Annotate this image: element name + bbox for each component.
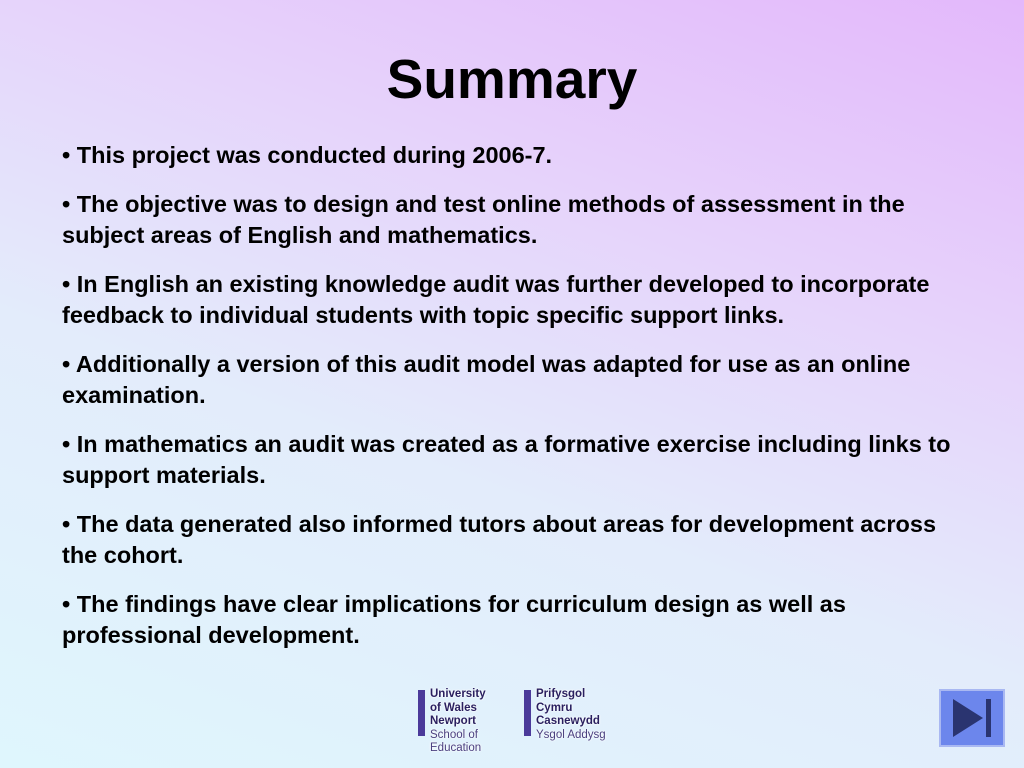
logo-line: University: [430, 688, 486, 700]
logo-line: Casnewydd: [536, 715, 600, 727]
logo-line: School of: [430, 728, 478, 741]
bullet-item: • Additionally a version of this audit model was adapted for use as an online examination.: [62, 351, 911, 408]
bullet-item: • The data generated also informed tutors about areas for development across the cohort.: [62, 511, 937, 568]
bullet-item: • In English an existing knowledge audit was further developed to incorporate feedback to individual students with topic specific support links.: [62, 271, 930, 328]
bullet-item: • The objective was to design and test online methods of assessment in the subject areas of English and mathematics.: [62, 191, 905, 248]
logo-line: Cymru: [536, 701, 573, 714]
logo-line: Newport: [430, 715, 476, 727]
logo-line: Prifysgol: [536, 688, 586, 700]
skip-to-end-icon: [941, 691, 1003, 745]
slide-title: Summary: [386, 48, 638, 110]
logo-line: Education: [430, 742, 482, 754]
bullet-item: • This project was conducted during 2006-7.: [62, 142, 553, 168]
logo-text: [430, 688, 486, 756]
bullet-list: [62, 140, 952, 669]
university-logo-welsh: [524, 688, 610, 758]
logo-line: Ysgol Addysg: [536, 728, 606, 741]
last-slide-button[interactable]: [939, 689, 1005, 747]
logo-bar: [524, 690, 531, 736]
bullet-item: • The findings have clear implications for curriculum design as well as professional development.: [62, 591, 846, 648]
logo-text: [536, 688, 606, 742]
bullet-item: • In mathematics an audit was created as a formative exercise including links to support materials.: [62, 431, 951, 488]
university-logo-english: [418, 688, 490, 758]
logo-line: of Wales: [430, 701, 477, 714]
logo-bar: [418, 690, 425, 736]
